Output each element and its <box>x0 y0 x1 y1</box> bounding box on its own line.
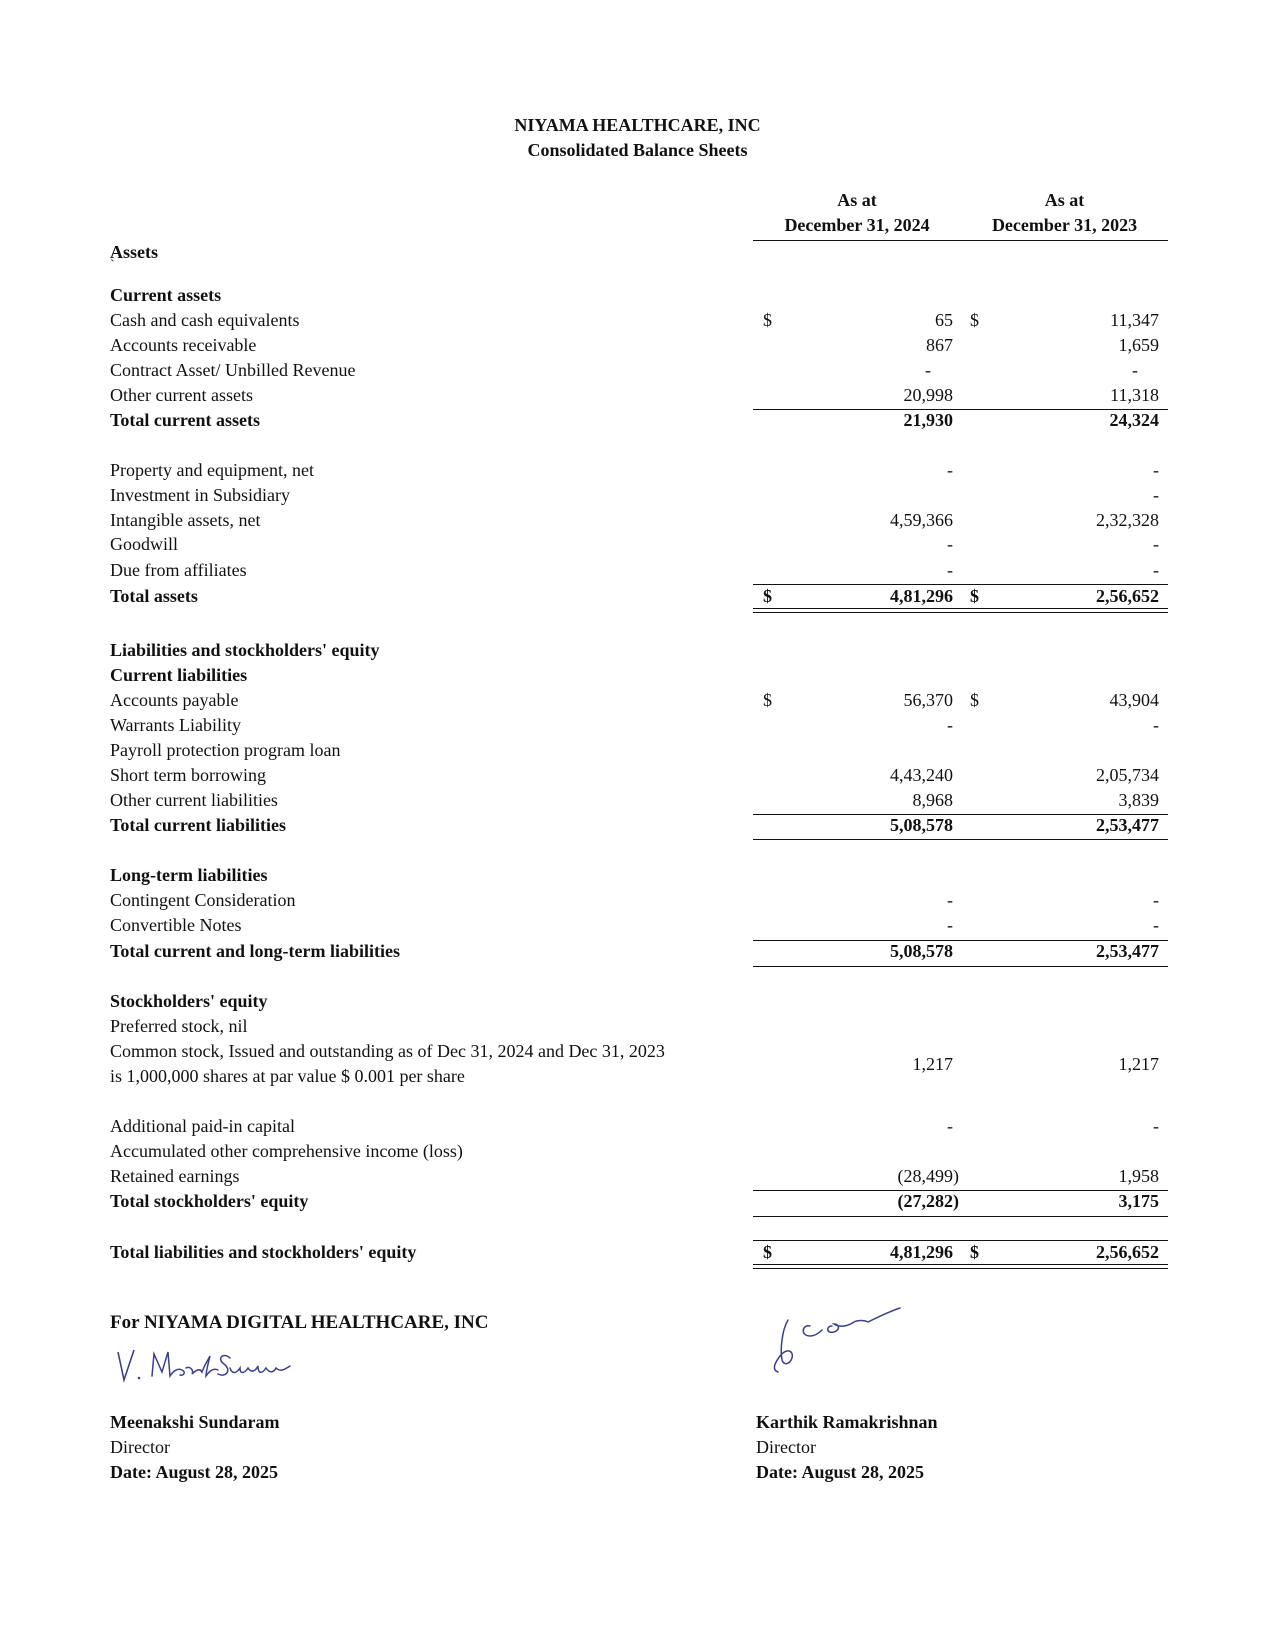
contract-label: Contract Asset/ Unbilled Revenue <box>110 360 356 380</box>
invsub-value-2023: - <box>1153 485 1159 505</box>
tcl-label: Total current liabilities <box>110 815 287 835</box>
tse-rule-bottom <box>753 1216 1168 1217</box>
tlse-value-2024: 4,81,296 <box>890 1242 953 1262</box>
tcltl-value-2023: 2,53,477 <box>1096 941 1159 961</box>
oca-value-2023: 11,318 <box>1110 385 1159 405</box>
contract-value-2023: - <box>1132 360 1138 380</box>
ta-rule-top <box>753 584 1168 585</box>
current-assets-heading: Current assets <box>110 285 222 305</box>
ppp-label: Payroll protection program loan <box>110 740 341 760</box>
stb-label: Short term borrowing <box>110 765 266 785</box>
tse-label: Total stockholders' equity <box>110 1191 309 1211</box>
intang-label: Intangible assets, net <box>110 510 261 530</box>
right-signer-date: Date: August 28, 2025 <box>756 1462 925 1482</box>
dueaff-label: Due from affiliates <box>110 560 247 580</box>
contract-value-2024: - <box>925 360 931 380</box>
right-signer-title: Director <box>756 1437 816 1457</box>
signature-right <box>760 1300 910 1375</box>
ap-value-2024: 56,370 <box>903 690 953 710</box>
tcl-rule-bottom <box>753 839 1168 840</box>
tlse-value-2023: 2,56,652 <box>1096 1242 1159 1262</box>
tlse-currency-2: $ <box>970 1242 979 1262</box>
oca-value-2024: 20,998 <box>903 385 953 405</box>
common-label-line2: is 1,000,000 shares at par value $ 0.001 per share <box>110 1066 465 1086</box>
contingent-label: Contingent Consideration <box>110 890 296 910</box>
cl-heading: Current liabilities <box>110 665 248 685</box>
common-value-2023: 1,217 <box>1118 1054 1159 1074</box>
col1-header-line2: December 31, 2024 <box>784 215 930 235</box>
ocl-value-2024: 8,968 <box>912 790 953 810</box>
dueaff-value-2024: - <box>947 560 953 580</box>
goodwill-label: Goodwill <box>110 534 179 554</box>
contingent-value-2023: - <box>1153 890 1159 910</box>
tse-rule-top <box>753 1190 1168 1191</box>
ppe-value-2023: - <box>1153 460 1159 480</box>
ap-label: Accounts payable <box>110 690 239 710</box>
ta-double-rule <box>753 608 1168 613</box>
stray-mark: ` <box>110 258 115 273</box>
col1-header-line1: As at <box>837 190 877 210</box>
ppe-label: Property and equipment, net <box>110 460 314 480</box>
ar-value-2024: 867 <box>926 335 953 355</box>
signature-left <box>112 1340 302 1390</box>
tcltl-label: Total current and long-term liabilities <box>110 941 400 961</box>
ar-value-2023: 1,659 <box>1118 335 1159 355</box>
ap-currency-1: $ <box>763 690 772 710</box>
ta-value-2023: 2,56,652 <box>1096 586 1159 606</box>
aoci-label: Accumulated other comprehensive income (loss) <box>110 1141 463 1161</box>
tca-value-2024: 21,930 <box>903 410 953 430</box>
ta-currency-1: $ <box>763 586 772 606</box>
lse-heading: Liabilities and stockholders' equity <box>110 640 380 660</box>
tcltl-rule-bottom <box>753 966 1168 967</box>
re-value-2024: (28,499) <box>897 1166 959 1186</box>
preferred-label: Preferred stock, nil <box>110 1016 248 1036</box>
tlse-rule-top <box>753 1240 1168 1241</box>
tca-value-2023: 24,324 <box>1109 410 1159 430</box>
col2-header-line2: December 31, 2023 <box>991 215 1138 235</box>
header-rule <box>753 240 1168 241</box>
ocl-label: Other current liabilities <box>110 790 278 810</box>
ar-label: Accounts receivable <box>110 335 257 355</box>
left-signer-title: Director <box>110 1437 170 1457</box>
tcltl-value-2024: 5,08,578 <box>890 941 953 961</box>
invsub-label: Investment in Subsidiary <box>110 485 290 505</box>
dueaff-value-2023: - <box>1153 560 1159 580</box>
goodwill-value-2023: - <box>1153 534 1159 554</box>
ta-label: Total assets <box>110 586 198 606</box>
ppe-value-2024: - <box>947 460 953 480</box>
col2-header-line1: As at <box>1044 190 1085 210</box>
tlse-label: Total liabilities and stockholders' equity <box>110 1242 417 1262</box>
convnotes-value-2024: - <box>947 915 953 935</box>
apic-label: Additional paid-in capital <box>110 1116 295 1136</box>
apic-value-2024: - <box>947 1116 953 1136</box>
cash-currency-1: $ <box>763 310 772 330</box>
tse-value-2024: (27,282) <box>897 1191 959 1211</box>
goodwill-value-2024: - <box>947 534 953 554</box>
ta-value-2024: 4,81,296 <box>890 586 953 606</box>
cash-value-2023: 11,347 <box>1110 310 1159 330</box>
ta-currency-2: $ <box>970 586 979 606</box>
left-signer-name: Meenakshi Sundaram <box>110 1412 280 1432</box>
statement-title: Consolidated Balance Sheets <box>527 140 748 160</box>
left-signer-date: Date: August 28, 2025 <box>110 1462 279 1482</box>
re-label: Retained earnings <box>110 1166 240 1186</box>
for-company: For NIYAMA DIGITAL HEALTHCARE, INC <box>110 1312 489 1333</box>
oca-label: Other current assets <box>110 385 253 405</box>
tlse-currency-1: $ <box>763 1242 772 1262</box>
stb-value-2024: 4,43,240 <box>890 765 953 785</box>
common-label-line1: Common stock, Issued and outstanding as of Dec 31, 2024 and Dec 31, 2023 <box>110 1041 665 1061</box>
warrants-value-2024: - <box>947 715 953 735</box>
tcl-value-2023: 2,53,477 <box>1096 815 1159 835</box>
stb-value-2023: 2,05,734 <box>1096 765 1159 785</box>
assets-heading: Assets <box>110 242 158 262</box>
convnotes-label: Convertible Notes <box>110 915 242 935</box>
ap-value-2023: 43,904 <box>1109 690 1159 710</box>
intang-value-2024: 4,59,366 <box>890 510 953 530</box>
company-name: NIYAMA HEALTHCARE, INC <box>514 115 761 135</box>
se-heading: Stockholders' equity <box>110 991 268 1011</box>
tlse-double-rule <box>753 1264 1168 1269</box>
warrants-label: Warrants Liability <box>110 715 242 735</box>
apic-value-2023: - <box>1153 1116 1159 1136</box>
tca-rule <box>753 409 1168 410</box>
cash-currency-2: $ <box>970 310 979 330</box>
right-signer-name: Karthik Ramakrishnan <box>756 1412 938 1432</box>
cash-value-2024: 65 <box>935 310 953 330</box>
ap-currency-2: $ <box>970 690 979 710</box>
cash-label: Cash and cash equivalents <box>110 310 300 330</box>
re-value-2023: 1,958 <box>1118 1166 1159 1186</box>
intang-value-2023: 2,32,328 <box>1096 510 1159 530</box>
convnotes-value-2023: - <box>1153 915 1159 935</box>
warrants-value-2023: - <box>1153 715 1159 735</box>
ltl-heading: Long-term liabilities <box>110 865 268 885</box>
tse-value-2023: 3,175 <box>1118 1191 1159 1211</box>
tcl-value-2024: 5,08,578 <box>890 815 953 835</box>
common-value-2024: 1,217 <box>912 1054 953 1074</box>
contingent-value-2024: - <box>947 890 953 910</box>
ocl-value-2023: 3,839 <box>1118 790 1159 810</box>
tca-label: Total current assets <box>110 410 260 430</box>
